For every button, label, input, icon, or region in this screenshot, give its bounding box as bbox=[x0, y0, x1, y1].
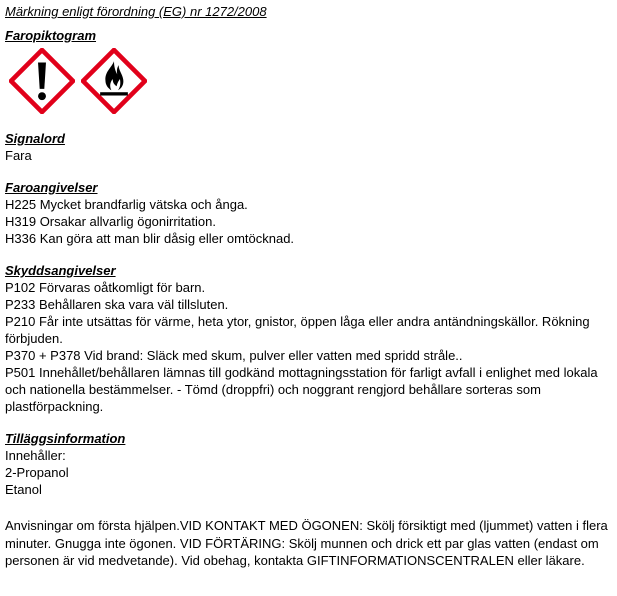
precautionary-statement: P233 Behållaren ska vara väl tillsluten. bbox=[5, 297, 229, 312]
pictogram-row bbox=[9, 47, 611, 115]
regulation-title: Märkning enligt förordning (EG) nr 1272/2008 bbox=[5, 4, 267, 19]
exclamation-mark-icon bbox=[9, 48, 75, 114]
precautionary-statements-heading: Skyddsangivelser bbox=[5, 263, 116, 278]
pictograms-heading: Faropiktogram bbox=[5, 28, 97, 43]
label-document bbox=[5, 3, 611, 570]
precautionary-statement: P501 Innehållet/behållaren lämnas till godkänd mottagningsstation för farligt avfall i enlighet med lokala och nationella bestämmelser. - Tömd (droppfri) och noggrant rengjord behållare sorteras som plastförpackning. bbox=[5, 365, 598, 414]
hazard-statement: H225 Mycket brandfarlig vätska och ånga. bbox=[5, 197, 248, 212]
precautionary-statement: P210 Får inte utsättas för värme, heta ytor, gnistor, öppen låga eller andra antändningskällor. Rökning förbjuden. bbox=[5, 314, 590, 346]
hazard-statements-heading: Faroangivelser bbox=[5, 180, 98, 195]
precautionary-statement: P102 Förvaras oåtkomligt för barn. bbox=[5, 280, 206, 295]
first-aid-instructions: Anvisningar om första hjälpen.VID KONTAKT MED ÖGONEN: Skölj försiktigt med (ljummet) vatten i flera minuter. Gnugga inte ögonen. VID FÖRTÄRING: Skölj munnen och drick ett par glas vatten (endast om personen är vid medvetande). Vid obehag, kontakta GIFTINFORMATIONSCENTRALEN eller läkare. bbox=[5, 518, 608, 568]
hazard-statement: H319 Orsakar allvarlig ögonirritation. bbox=[5, 214, 216, 229]
hazard-statement: H336 Kan göra att man blir dåsig eller omtöcknad. bbox=[5, 231, 295, 246]
ingredient: 2-Propanol bbox=[5, 465, 69, 480]
ingredient: Etanol bbox=[5, 482, 42, 497]
precautionary-statement: P370 + P378 Vid brand: Släck med skum, pulver eller vatten med spridd stråle.. bbox=[5, 348, 463, 363]
additional-info-heading: Tilläggsinformation bbox=[5, 431, 126, 446]
signal-word-value: Fara bbox=[5, 148, 32, 163]
signal-word-heading: Signalord bbox=[5, 131, 65, 146]
contains-label: Innehåller: bbox=[5, 448, 66, 463]
flame-icon bbox=[81, 48, 147, 114]
